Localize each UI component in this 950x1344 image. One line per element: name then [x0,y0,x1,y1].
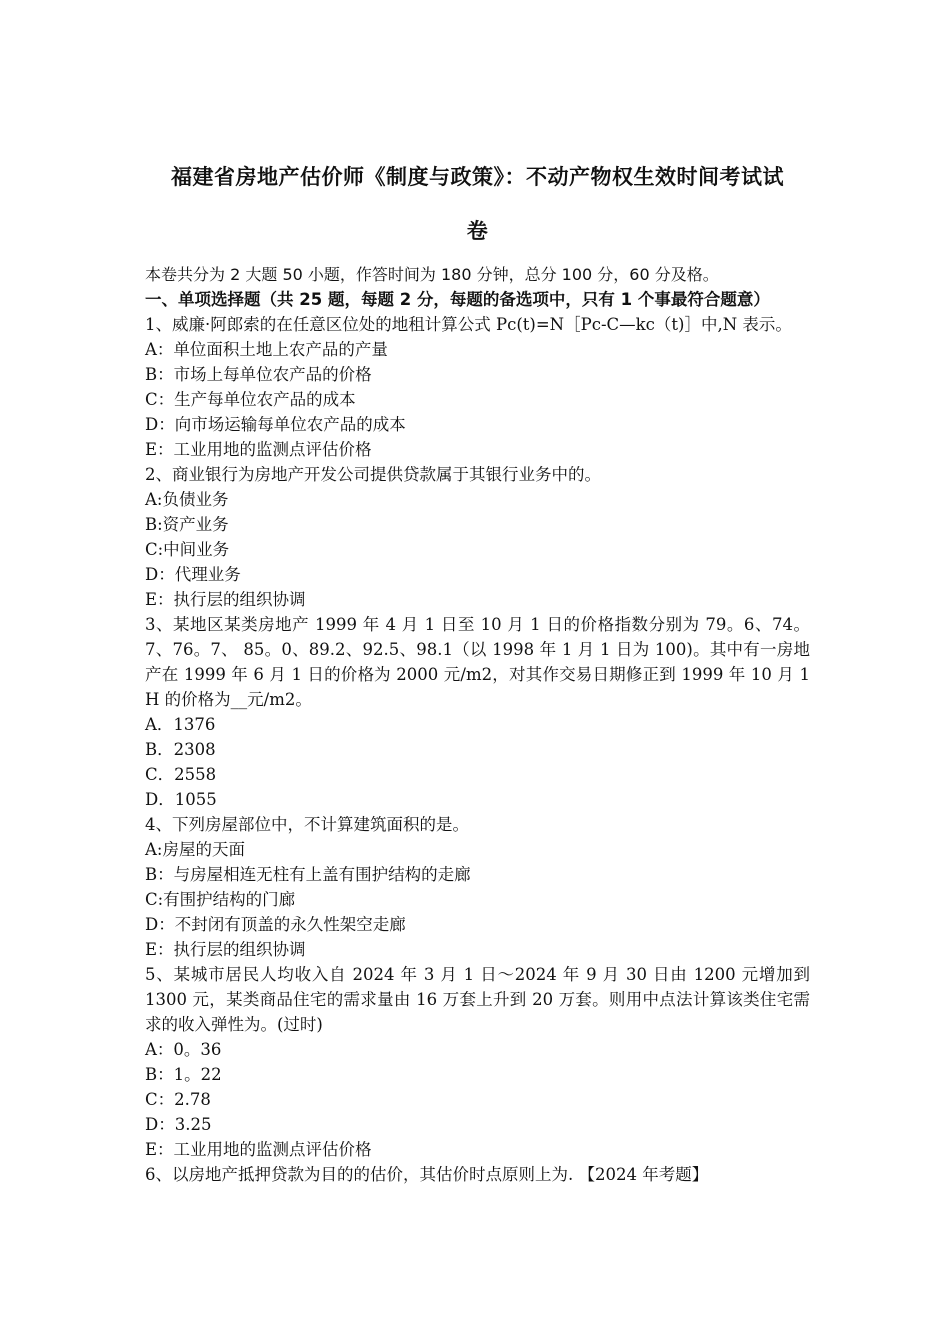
option-b: B：与房屋相连无柱有上盖有围护结构的走廊 [145,865,471,884]
option-c: C:有围护结构的门廊 [145,890,296,909]
question-1 [145,312,810,462]
option-c: C:中间业务 [145,540,230,559]
option-b: B：1。22 [145,1065,222,1084]
option-b: B：市场上每单位农产品的价格 [145,365,372,384]
option-e: E：工业用地的监测点评估价格 [145,440,372,459]
question-5 [145,962,810,1162]
option-a: A:负债业务 [145,490,229,509]
option-c: C：2.78 [145,1090,211,1109]
question-stem: 6、以房地产抵押贷款为目的的估价，其估价时点原则上为. 【2024 年考题】 [145,1165,709,1184]
question-4 [145,812,810,962]
option-a: A：0。36 [145,1040,222,1059]
question-stem: 1、威廉·阿郎索的在任意区位处的地租计算公式 Pc(t)=N［Pc-C—kc（t)］中,N 表示。 [145,315,792,334]
document-title [145,150,810,258]
option-c: C：生产每单位农产品的成本 [145,390,356,409]
option-a: A．1376 [145,715,216,734]
question-2 [145,462,810,612]
option-d: D：不封闭有顶盖的永久性架空走廊 [145,915,406,934]
question-stem: 3、某地区某类房地产 1999 年 4 月 1 日至 10 月 1 日的价格指数分别为 79。6、74。7、76。7、 85。0、89.2、92.5、98.1（以 1998 年 1 月 1 日为 100)。其中有一房地产在 1999 年 6 月 1 日的价格为 2000 元/m2，对其作交易日期修正到 1999 年 10 月 1 H 的价格为__元/m2。 [145,615,810,709]
option-d: D．1055 [145,790,217,809]
question-6 [145,1162,810,1187]
question-stem: 5、某城市居民人均收入自 2024 年 3 月 1 日～2024 年 9 月 30 日由 1200 元增加到 1300 元，某类商品住宅的需求量由 16 万套上升到 20 万套。则用中点法计算该类住宅需求的收入弹性为。(过时) [145,965,810,1034]
option-d: D：代理业务 [145,565,241,584]
option-d: D：3.25 [145,1115,212,1134]
option-a: A:房屋的天面 [145,840,245,859]
question-stem: 2、商业银行为房地产开发公司提供贷款属于其银行业务中的。 [145,465,601,484]
option-a: A：单位面积土地上农产品的产量 [145,340,388,359]
question-stem: 4、下列房屋部位中，不计算建筑面积的是。 [145,815,469,834]
option-e: E：执行层的组织协调 [145,940,306,959]
option-e: E：执行层的组织协调 [145,590,306,609]
title-line-1: 福建省房地产估价师《制度与政策》：不动产物权生效时间考试试 [171,165,784,189]
document-page [145,150,810,1187]
question-3 [145,612,810,812]
section-heading: 一、单项选择题（共 25 题，每题 2 分，每题的备选项中，只有 1 个事最符合题意） [145,290,770,309]
option-e: E：工业用地的监测点评估价格 [145,1140,372,1159]
option-b: B．2308 [145,740,216,759]
option-c: C．2558 [145,765,217,784]
title-line-2: 卷 [466,219,489,243]
option-d: D：向市场运输每单位农产品的成本 [145,415,406,434]
option-b: B:资产业务 [145,515,229,534]
exam-intro: 本卷共分为 2 大题 50 小题，作答时间为 180 分钟，总分 100 分，60 分及格。 [145,265,719,284]
